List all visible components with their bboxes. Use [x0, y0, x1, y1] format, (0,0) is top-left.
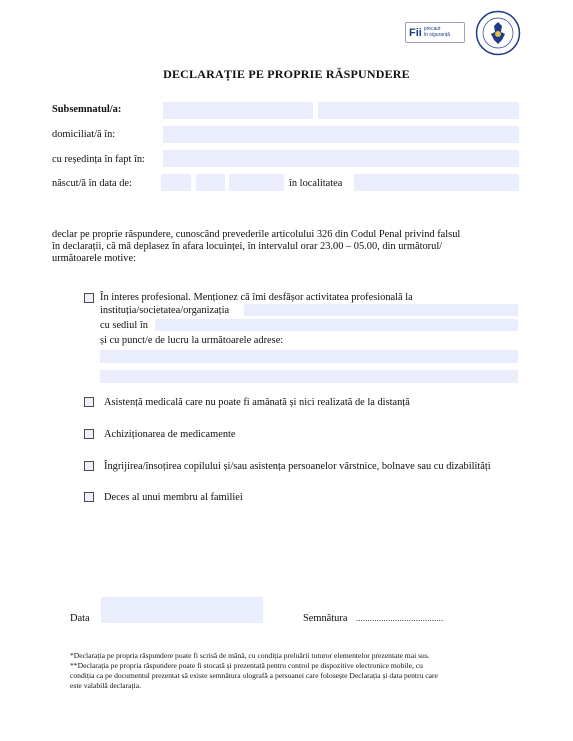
declaration-line-1: declar pe proprie răspundere, cunoscând prevederile articolului 326 din Codul Penal privind falsul: [52, 229, 461, 240]
page-title: DECLARAȚIE PE PROPRIE RĂSPUNDERE: [163, 67, 410, 81]
subsemnatul-label: Subsemnatul/a:: [52, 104, 122, 115]
government-seal-icon: [475, 10, 521, 56]
care-label: Îngrijirea/însoțirea copilului și/sau asistența persoanelor vârstnice, bolnave sau cu dizabilități: [104, 461, 491, 472]
birth-year-field[interactable]: [229, 174, 284, 191]
medical-checkbox[interactable]: [84, 397, 94, 407]
birth-day-field[interactable]: [161, 174, 191, 191]
domicile-field[interactable]: [163, 126, 519, 143]
death-checkbox[interactable]: [84, 492, 94, 502]
declaration-line-3: următoarele motive:: [52, 253, 136, 264]
footnote-1: *Declarația pe propria răspundere poate fi scrisă de mână, cu condiția preluării tuturor elementelor prezentate mai sus.: [70, 651, 430, 660]
footnote-2-line-1: **Declarația pe propria răspundere poate fi stocată și prezentată pentru control pe dispozitive electronice mobile, cu: [70, 661, 423, 670]
headquarters-field[interactable]: [155, 319, 518, 331]
logo-line2: în siguranță: [423, 31, 450, 38]
logo-main-text: Fii: [409, 26, 422, 39]
first-name-field[interactable]: [318, 102, 519, 119]
death-label: Deces al unui membru al familiei: [104, 492, 243, 503]
last-name-field[interactable]: [163, 102, 313, 119]
care-checkbox[interactable]: [84, 461, 94, 471]
institution-label: instituția/societatea/organizația: [100, 305, 230, 316]
birth-month-field[interactable]: [196, 174, 225, 191]
professional-label: În interes profesional. Menționez că îmi desfășor activitatea profesională la: [100, 292, 413, 303]
resedinta-label: cu reședința în fapt în:: [52, 154, 145, 165]
headquarters-label: cu sediul în: [100, 320, 148, 331]
medicine-checkbox[interactable]: [84, 429, 94, 439]
declaration-line-2: în declarații, că mă deplasez în afara locuinței, în intervalul orar 23.00 – 05.00, din următorul/: [52, 241, 443, 252]
date-field[interactable]: [101, 597, 263, 623]
footnote-2-line-2: condiția ca pe documentul prezentat să existe semnătura olografă a persoanei care folosește Declarația și data pentru care: [70, 671, 438, 680]
localitatea-label: în localitatea: [289, 178, 343, 189]
workplace-address-field-1[interactable]: [100, 350, 518, 363]
domiciliat-label: domiciliat/ă în:: [52, 129, 116, 140]
logo-line1: precaut: [423, 26, 441, 32]
birth-place-field[interactable]: [354, 174, 519, 191]
institution-field[interactable]: [244, 304, 518, 316]
date-label: Data: [70, 613, 90, 624]
nascut-label: născut/ă în data de:: [52, 178, 132, 189]
signature-label: Semnătura: [303, 613, 348, 624]
footnote-2-line-3: este valabilă declarația.: [70, 681, 142, 690]
workplace-address-field-2[interactable]: [100, 370, 518, 383]
workplace-label: și cu punct/e de lucru la următoarele adrese:: [100, 335, 284, 346]
professional-checkbox[interactable]: [84, 293, 94, 303]
fii-precaut-logo: [405, 22, 465, 43]
medical-label: Asistență medicală care nu poate fi amânată și nici realizată de la distanță: [104, 397, 410, 408]
signature-line: ......................................: [356, 614, 444, 623]
residence-field[interactable]: [163, 150, 519, 167]
medicine-label: Achiziționarea de medicamente: [104, 429, 236, 440]
